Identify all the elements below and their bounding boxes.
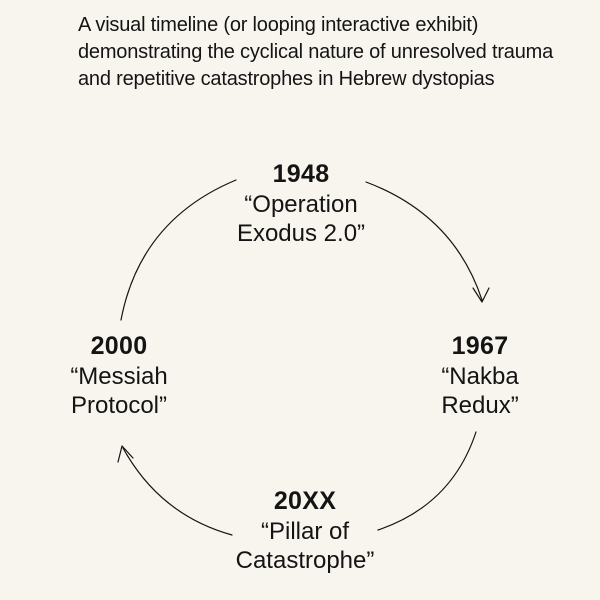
- node-1948: [201, 158, 401, 248]
- arrowhead-2000: [118, 446, 133, 462]
- caption: A visual timeline (or looping interactive exhibit) demonstrating the cyclical nature of unresolved trauma and repetitive catastrophes in Hebrew dystopias: [78, 14, 554, 90]
- node-1967: [380, 330, 580, 420]
- node-year: 1967: [451, 332, 509, 360]
- node-20XX: [205, 485, 405, 575]
- node-title: “Pillar of Catastrophe”: [235, 518, 375, 574]
- node-year: 1948: [272, 160, 330, 188]
- node-year: 2000: [90, 332, 148, 360]
- arrowhead-1967: [473, 288, 489, 302]
- node-title: “Nakba Redux”: [441, 363, 519, 419]
- node-title: “Operation Exodus 2.0”: [236, 191, 366, 247]
- node-title: “Messiah Protocol”: [70, 363, 168, 419]
- node-year: 20XX: [273, 487, 337, 515]
- node-2000: [19, 330, 219, 420]
